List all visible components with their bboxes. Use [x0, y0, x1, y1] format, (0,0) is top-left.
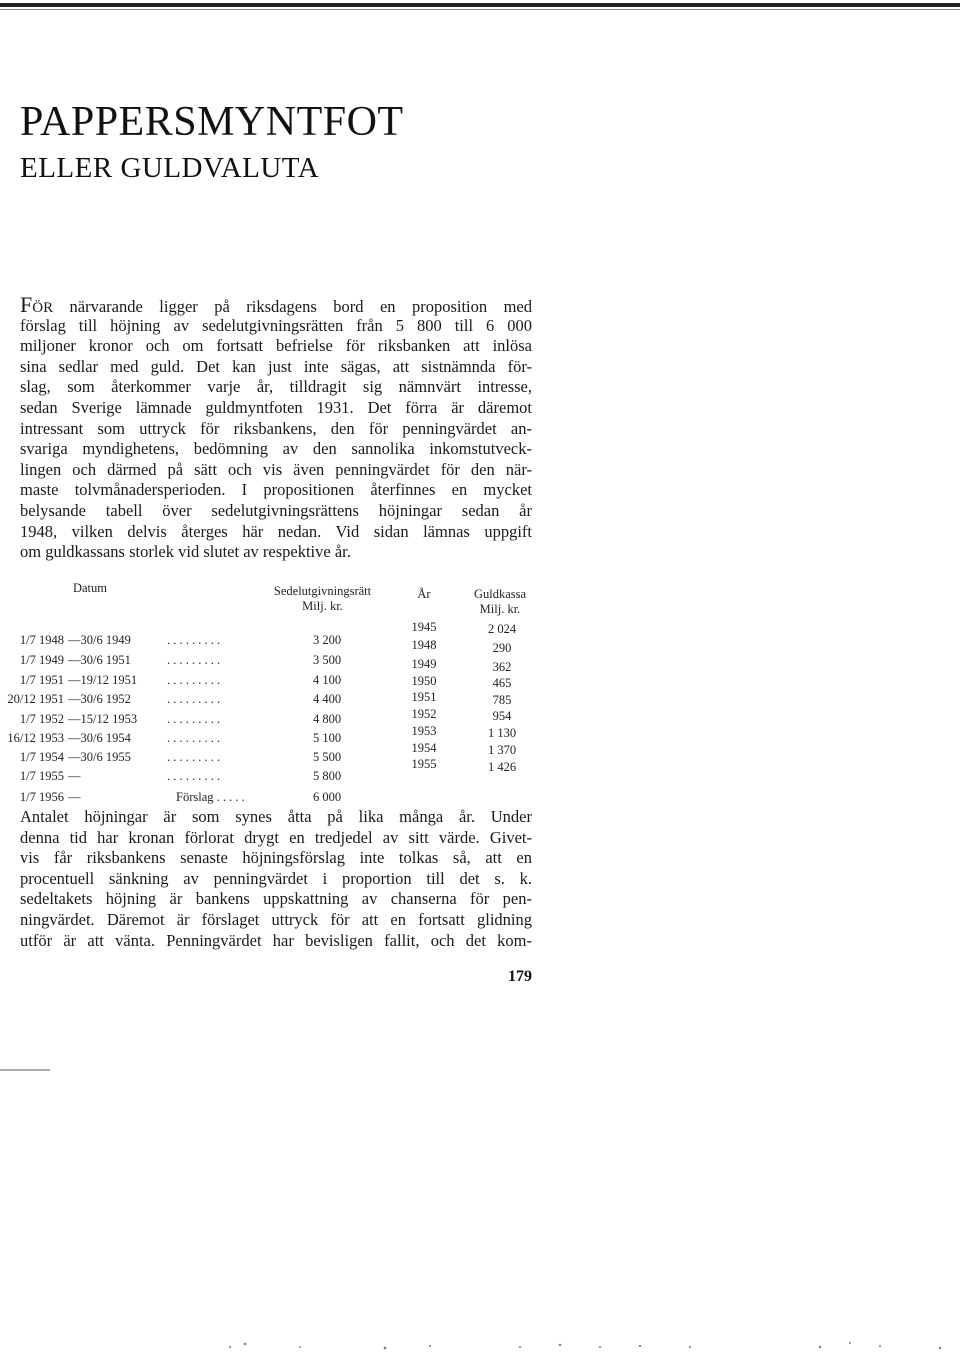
cell-year: 1945 — [411, 620, 437, 634]
cell-leader: . . . . . . . . . — [167, 769, 221, 783]
cell-value: 3 200 — [312, 633, 342, 647]
closing-line: Antalet höjningar är som synes åtta på lika många år. Under — [20, 807, 532, 826]
small-caps: ÖR — [32, 300, 54, 316]
header-sedelutgivningsratt: Sedelutgivningsrätt Milj. kr. — [273, 584, 372, 613]
cell-value: 5 500 — [312, 750, 342, 764]
page-subtitle: ELLER GULDVALUTA — [20, 152, 320, 184]
cell-year: 1949 — [411, 657, 437, 671]
cell-from: 1/7 1949 — [19, 653, 64, 667]
cell-from: 16/12 1953 — [7, 731, 64, 745]
cell-from: 1/7 1956 — [19, 790, 64, 804]
cell-gold: 2 024 — [487, 622, 517, 636]
cell-leader: Förslag . . . . . — [176, 790, 245, 804]
cell-to: —15/12 1953 — [68, 712, 138, 726]
intro-line: maste tolvmånadersperioden. I propositionen återfinnes en mycket — [20, 480, 532, 500]
cell-from: 1/7 1954 — [19, 750, 64, 764]
closing-line: denna tid har kronan förlorat drygt en tredjedel av sitt värde. Givet- — [20, 827, 532, 847]
cell-year: 1953 — [411, 724, 437, 738]
intro-line: FÖR närvarande ligger på riksdagens bord en proposition med — [20, 292, 532, 317]
cell-gold: 954 — [492, 709, 512, 723]
cell-leader: . . . . . . . . . — [167, 712, 221, 726]
cell-gold: 1 370 — [487, 743, 517, 757]
cell-to: —30/6 1955 — [68, 750, 131, 764]
cell-gold: 785 — [492, 693, 512, 707]
cell-value: 4 400 — [312, 692, 342, 706]
drop-cap: F — [20, 292, 33, 317]
cell-gold: 290 — [492, 641, 512, 655]
scan-specks — [229, 1342, 941, 1349]
cell-leader: . . . . . . . . . — [167, 673, 221, 687]
cell-to: —30/6 1952 — [68, 692, 131, 706]
intro-line: lingen och därmed på sätt och vis även penningvärdet för den när- — [20, 459, 532, 479]
cell-to: —30/6 1951 — [68, 653, 131, 667]
cell-from: 1/7 1952 — [19, 712, 64, 726]
cell-value: 4 800 — [312, 712, 342, 726]
intro-line: slag, som återkommer varje år, tilldragit sig nämnvärt intresse, — [20, 377, 532, 397]
cell-gold: 1 130 — [487, 726, 517, 740]
intro-line: sedan Sverige lämnade guldmyntfoten 1931. Det förra är däremot — [20, 397, 532, 417]
cell-from: 1/7 1951 — [19, 673, 64, 687]
intro-line: miljoner kronor och om fortsatt befrielse för riksbanken att inlösa — [20, 336, 532, 356]
header-guldkassa: Guldkassa Milj. kr. — [473, 587, 527, 616]
cell-to: — — [68, 769, 81, 783]
cell-year: 1948 — [411, 638, 437, 652]
cell-from: 1/7 1955 — [19, 769, 64, 783]
cell-leader: . . . . . . . . . — [167, 750, 221, 764]
intro-line: intressant som uttryck för riksbankens, den för penningvärdet an- — [20, 418, 532, 438]
cell-from: 20/12 1951 — [7, 692, 64, 706]
closing-line: procentuell sänkning av penningvärdet i proportion till det s. k. — [20, 868, 532, 888]
cell-value: 4 100 — [312, 673, 342, 687]
cell-gold: 465 — [492, 676, 512, 690]
cell-year: 1950 — [411, 674, 437, 688]
page-number: 179 — [508, 968, 532, 985]
cell-leader: . . . . . . . . . — [167, 731, 221, 745]
cell-year: 1954 — [411, 741, 437, 755]
cell-to: — — [68, 790, 81, 804]
cell-year: 1955 — [411, 757, 437, 771]
intro-line: om guldkassans storlek vid slutet av respektive år. — [20, 542, 351, 562]
cell-to: —19/12 1951 — [68, 673, 138, 687]
cell-to: —30/6 1954 — [68, 731, 131, 745]
cell-value: 5 800 — [312, 769, 342, 783]
closing-line: sedeltakets höjning är bankens uppskattning av chanserna för pen- — [20, 889, 532, 909]
intro-line: sina sedlar med guld. Det kan just inte sägas, att sistnämnda för- — [20, 356, 532, 376]
cell-from: 1/7 1948 — [19, 633, 64, 647]
intro-line: svariga myndighetens, bedömning av den sannolika inkomstutveck- — [20, 439, 532, 459]
header-datum: Datum — [72, 581, 108, 595]
closing-line: ningvärdet. Däremot är förslaget uttryck för att en fortsatt glidning — [20, 909, 532, 929]
cell-to: —30/6 1949 — [68, 633, 131, 647]
intro-line: förslag till höjning av sedelutgivningsrätten från 5 800 till 6 000 — [20, 315, 532, 335]
cell-value: 6 000 — [312, 790, 342, 804]
intro-line: belysande tabell över sedelutgivningsrättens höjningar sedan år — [20, 500, 532, 520]
cell-value: 5 100 — [312, 731, 342, 745]
cell-value: 3 500 — [312, 653, 342, 667]
cell-gold: 1 426 — [487, 760, 517, 774]
cell-leader: . . . . . . . . . — [167, 692, 221, 706]
cell-year: 1952 — [411, 707, 437, 721]
cell-leader: . . . . . . . . . — [167, 653, 221, 667]
cell-year: 1951 — [411, 690, 437, 704]
cell-gold: 362 — [492, 660, 512, 674]
page-title: PAPPERSMYNTFOT — [20, 99, 404, 145]
closing-line: vis får riksbankens senaste höjningsförslag inte tolkas så, att en — [20, 848, 532, 868]
header-ar: År — [417, 587, 431, 601]
intro-line: 1948, vilken delvis återges här nedan. Vid sidan lämnas uppgift — [20, 521, 532, 541]
cell-leader: . . . . . . . . . — [167, 633, 221, 647]
closing-line: utför är att vänta. Penningvärdet har bevisligen fallit, och det kom- — [20, 930, 532, 950]
